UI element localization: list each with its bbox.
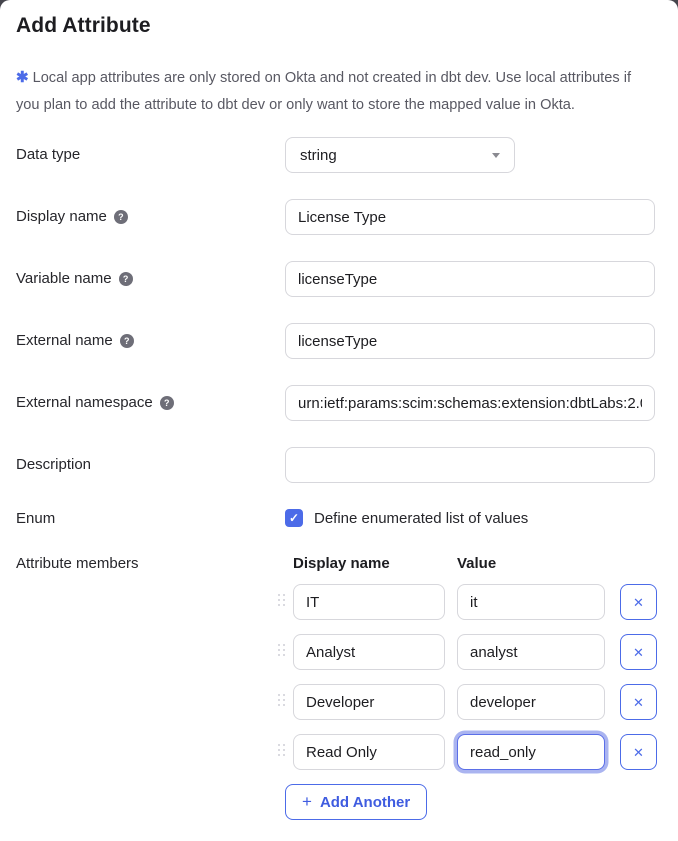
attribute-members-table [285,555,657,820]
note-text: Local app attributes are only stored on Okta and not created in dbt dev. Use local attributes if you plan to add the attribute to dbt dev or only want to store the mapped value in Okta. [16,70,631,113]
variable-name-input[interactable] [285,261,655,297]
external-name-row [16,323,655,359]
member-value-input[interactable] [457,584,605,620]
local-attribute-note [16,64,655,119]
add-another-button[interactable] [285,784,427,820]
member-row [278,684,657,720]
external-namespace-input[interactable] [285,385,655,421]
member-row [278,584,657,620]
enum-row [16,509,655,527]
remove-member-button[interactable]: ✕ [620,584,657,620]
variable-name-row [16,261,655,297]
help-icon[interactable]: ? [160,396,174,410]
enum-checkbox[interactable]: ✓ [285,509,303,527]
display-name-label: Display name [16,208,107,225]
help-icon[interactable]: ? [120,334,134,348]
enum-checkbox-label: Define enumerated list of values [314,509,529,527]
attribute-members-label: Attribute members [16,555,139,572]
enum-checkbox-wrap [285,509,528,527]
member-value-input[interactable] [457,684,605,720]
display-name-row [16,199,655,235]
column-header-value: Value [457,555,497,572]
member-row [278,634,657,670]
member-display-name-input[interactable] [293,734,445,770]
external-name-input[interactable] [285,323,655,359]
member-value-input[interactable] [457,634,605,670]
plus-icon: + [302,792,312,811]
members-header [285,555,657,572]
remove-member-button[interactable]: ✕ [620,634,657,670]
remove-member-button[interactable]: ✕ [620,684,657,720]
data-type-label: Data type [16,146,81,163]
variable-name-label: Variable name [16,270,112,287]
drag-handle-icon[interactable] [278,594,285,610]
description-input[interactable] [285,447,655,483]
help-icon[interactable]: ? [119,272,133,286]
data-type-selected-value: string [300,146,337,164]
member-row [278,734,657,770]
member-value-input-focused[interactable] [457,734,605,770]
drag-handle-icon[interactable] [278,744,285,760]
member-display-name-input[interactable] [293,634,445,670]
display-name-input[interactable] [285,199,655,235]
drag-handle-icon[interactable] [278,644,285,660]
drag-handle-icon[interactable] [278,694,285,710]
help-icon[interactable]: ? [114,210,128,224]
asterisk-icon: ✱ [16,69,29,86]
data-type-select[interactable] [285,137,515,173]
page-title: Add Attribute [16,14,151,37]
external-namespace-label: External namespace [16,394,153,411]
description-label: Description [16,456,92,473]
chevron-down-icon [492,153,500,158]
external-namespace-row [16,385,655,421]
member-display-name-input[interactable] [293,584,445,620]
enum-label: Enum [16,510,56,527]
add-another-label: Add Another [319,793,411,811]
external-name-label: External name [16,332,113,349]
add-attribute-form [16,137,655,820]
attribute-members-row [16,555,655,820]
remove-member-button[interactable]: ✕ [620,734,657,770]
data-type-row [16,137,655,173]
member-display-name-input[interactable] [293,684,445,720]
description-row [16,447,655,483]
column-header-display-name: Display name [293,555,390,572]
